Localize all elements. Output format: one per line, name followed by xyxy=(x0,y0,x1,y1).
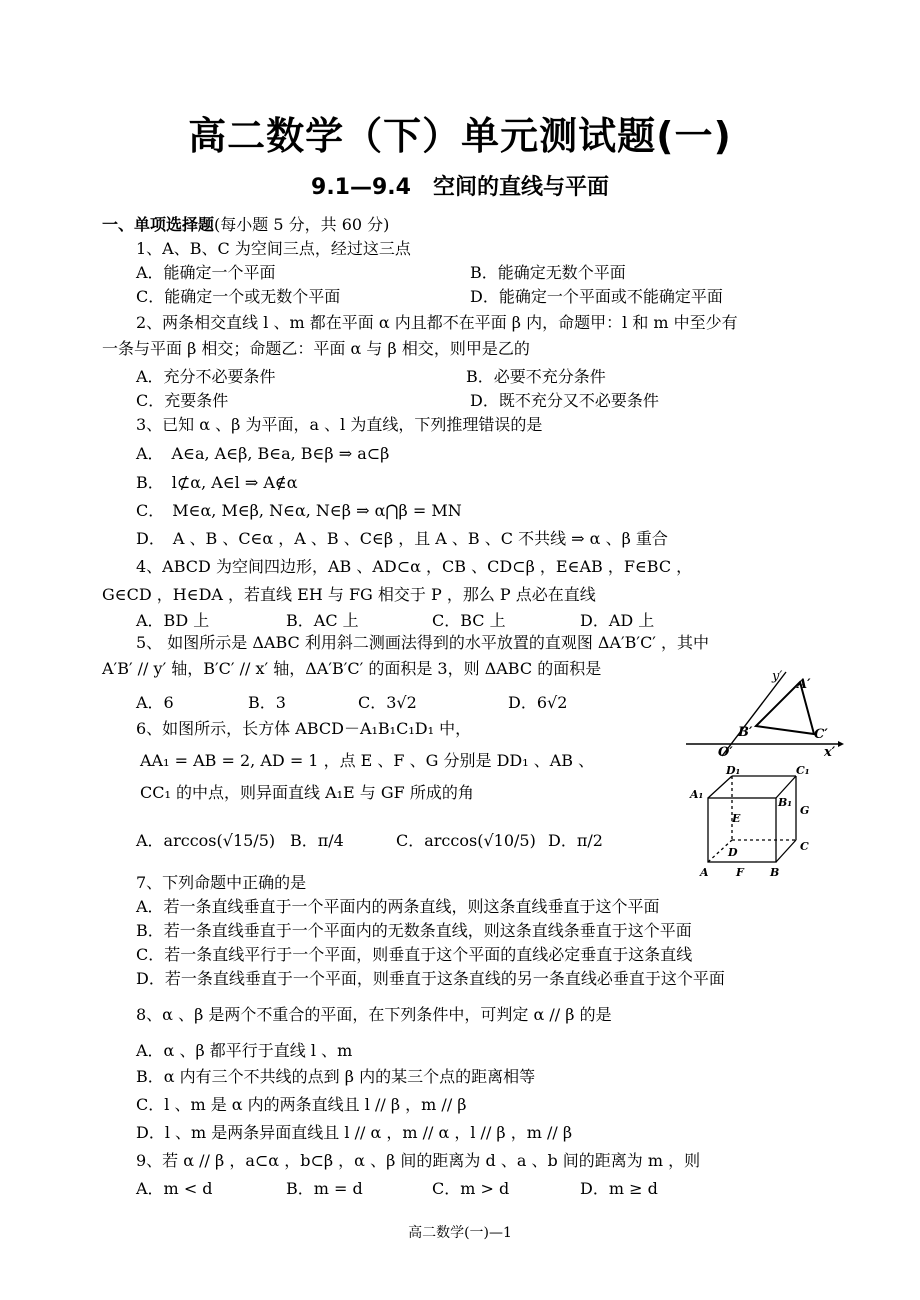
q9-option-b: B．m = d xyxy=(286,1179,363,1198)
page-title: 高二数学（下）单元测试题(一) xyxy=(188,114,732,158)
q4-option-a: A．BD 上 xyxy=(136,611,210,630)
q2-option-d: D．既不充分又不必要条件 xyxy=(470,391,659,410)
q3-option-d: D． A 、B 、C∈α ，A 、B 、C∈β ，且 A 、B 、C 不共线 ⇒ α 、β 重合 xyxy=(136,529,668,548)
label-c1: C₁ xyxy=(796,764,810,777)
label-b: B′ xyxy=(738,725,753,740)
q5-option-c: C．3√2 xyxy=(358,693,417,712)
label-c: C xyxy=(800,840,809,853)
q8-option-a: A．α 、β 都平行于直线 l 、m xyxy=(136,1041,353,1060)
q7-stem: 7、下列命题中正确的是 xyxy=(136,873,307,892)
q1-option-c: C．能确定一个或无数个平面 xyxy=(136,287,341,306)
q3-stem: 3、已知 α 、β 为平面，a 、l 为直线，下列推理错误的是 xyxy=(136,415,543,434)
label-o: O′ xyxy=(718,745,733,758)
q9-option-c: C．m > d xyxy=(432,1179,510,1198)
page-footer: 高二数学(一)—1 xyxy=(408,1225,512,1241)
q2-option-b: B．必要不充分条件 xyxy=(466,367,606,386)
page-subtitle: 9.1—9.4 空间的直线与平面 xyxy=(311,175,609,200)
label-c: C′ xyxy=(814,727,828,742)
q2-stem-2: 一条与平面 β 相交；命题乙：平面 α 与 β 相交，则甲是乙的 xyxy=(102,339,530,358)
q5-stem-1: 5、 如图所示是 ΔABC 利用斜二测画法得到的水平放置的直观图 ΔA′B′C′ ，其中 xyxy=(136,633,710,652)
q2-option-c: C．充要条件 xyxy=(136,391,229,410)
q1-option-b: B．能确定无数个平面 xyxy=(470,263,626,282)
q3-option-a: A． A∈a, A∈β, B∈a, B∈β ⇒ a⊂β xyxy=(136,444,390,463)
q5-stem-2: A′B′ // y′ 轴，B′C′ // x′ 轴，ΔA′B′C′ 的面积是 3，则 ΔABC 的面积是 xyxy=(102,659,602,678)
q6-option-b: B．π/4 xyxy=(290,831,344,850)
q5-option-a: A．6 xyxy=(136,693,174,712)
label-f: F xyxy=(736,866,744,879)
q1-option-d: D．能确定一个平面或不能确定平面 xyxy=(470,287,723,306)
q2-option-a: A．充分不必要条件 xyxy=(136,367,276,386)
label-g: G xyxy=(800,804,810,817)
label-a: A xyxy=(700,866,709,879)
q8-option-d: D．l 、m 是两条异面直线且 l // α ，m // α ，l // β ，m // β xyxy=(136,1123,573,1142)
label-d: D xyxy=(728,846,738,859)
q8-stem: 8、α 、β 是两个不重合的平面，在下列条件中，可判定 α // β 的是 xyxy=(136,1005,612,1024)
q3-option-b: B． l⊄α, A∈l ⇒ A∉α xyxy=(136,473,298,492)
q7-option-d: D．若一条直线垂直于一个平面，则垂直于这条直线的另一条直线必垂直于这个平面 xyxy=(136,969,725,988)
q4-option-c: C．BC 上 xyxy=(432,611,506,630)
label-y-axis: y′ xyxy=(772,669,783,684)
q6-option-a: A．arccos(√15/5) xyxy=(136,831,276,850)
x-axis-arrow-icon xyxy=(838,741,844,747)
q2-stem-1: 2、两条相交直线 l 、m 都在平面 α 内且都不在平面 β 内，命题甲：l 和 m 中至少有 xyxy=(136,313,738,332)
q6-stem-1: 6、如图所示，长方体 ABCD－A₁B₁C₁D₁ 中， xyxy=(136,719,472,738)
q1-stem: 1、A、B、C 为空间三点，经过这三点 xyxy=(136,239,411,258)
label-a: A′ xyxy=(797,677,811,692)
q1-option-a: A．能确定一个平面 xyxy=(136,263,276,282)
label-x-axis: x′ xyxy=(824,745,836,758)
q7-option-c: C．若一条直线平行于一个平面，则垂直于这个平面的直线必定垂直于这条直线 xyxy=(136,945,693,964)
q6-stem-2: AA₁ = AB = 2, AD = 1 ，点 E 、F 、G 分别是 DD₁ 、AB 、 xyxy=(140,751,595,770)
q8-option-b: B．α 内有三个不共线的点到 β 内的某三个点的距离相等 xyxy=(136,1067,536,1086)
q3-option-c: C． M∈α, M∈β, N∈α, N∈β ⇒ α⋂β = MN xyxy=(136,501,462,520)
label-b: B xyxy=(770,866,780,879)
label-d1: D₁ xyxy=(726,764,741,777)
q9-stem: 9、若 α // β ，a⊂α ，b⊂β ，α 、β 间的距离为 d 、a 、b 间的距离为 m ，则 xyxy=(136,1151,701,1170)
label-b1: B₁ xyxy=(778,796,793,809)
q5-option-d: D．6√2 xyxy=(508,693,568,712)
q9-option-d: D．m ≥ d xyxy=(580,1179,658,1198)
q4-stem-2: G∈CD ，H∈DA ，若直线 EH 与 FG 相交于 P ，那么 P 点必在直线 xyxy=(102,585,596,604)
section-note: (每小题 5 分，共 60 分) xyxy=(214,215,390,234)
section-heading: 一、单项选择题 xyxy=(102,215,215,234)
q4-stem-1: 4、ABCD 为空间四边形，AB 、AD⊂α ，CB 、CD⊂β ，E∈AB ，F∈BC ， xyxy=(136,557,693,576)
q5-option-b: B．3 xyxy=(248,693,286,712)
q4-option-b: B．AC 上 xyxy=(286,611,359,630)
q7-option-a: A．若一条直线垂直于一个平面内的两条直线，则这条直线垂直于这个平面 xyxy=(136,897,660,916)
q8-option-c: C．l 、m 是 α 内的两条直线且 l // β ，m // β xyxy=(136,1095,467,1114)
label-a1: A₁ xyxy=(690,788,704,801)
label-e: E xyxy=(732,812,741,825)
q4-option-d: D．AD 上 xyxy=(580,611,655,630)
q6-option-c: C．arccos(√10/5) xyxy=(396,831,536,850)
section-heading-row xyxy=(102,214,389,236)
q6-figure xyxy=(688,764,820,880)
q7-option-b: B．若一条直线垂直于一个平面内的无数条直线，则这条直线条垂直于这个平面 xyxy=(136,921,692,940)
q5-figure xyxy=(684,664,844,758)
q6-option-d: D．π/2 xyxy=(548,831,603,850)
q9-option-a: A．m < d xyxy=(136,1179,213,1198)
q6-stem-3: CC₁ 的中点，则异面直线 A₁E 与 GF 所成的角 xyxy=(140,783,474,802)
